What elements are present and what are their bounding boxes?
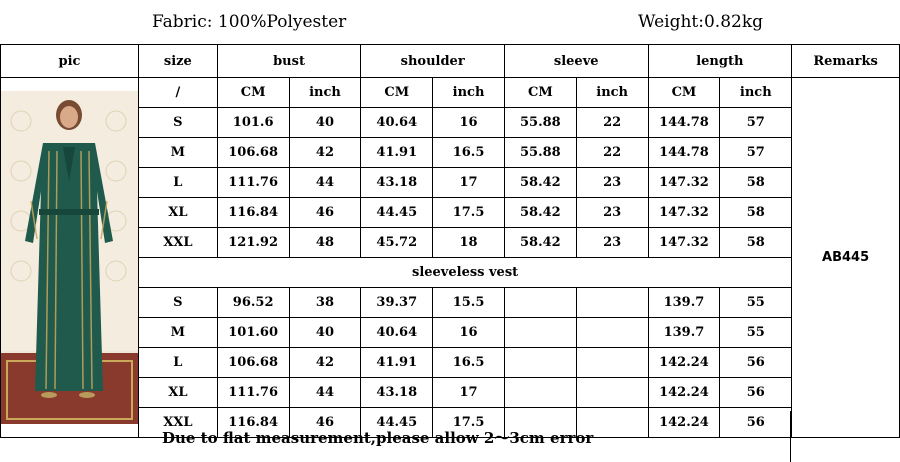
sleeve-cm-cell: 55.88	[504, 138, 576, 168]
unit-cm: CM	[504, 78, 576, 108]
length-cm-cell: 147.32	[648, 168, 720, 198]
shoulder-inch-cell: 16	[433, 318, 505, 348]
fabric-label: Fabric: 100%Polyester	[152, 12, 347, 32]
bust-cm-cell: 101.6	[217, 108, 289, 138]
length-cm-cell: 147.32	[648, 228, 720, 258]
bust-inch-cell: 42	[289, 348, 361, 378]
length-cm-cell: 144.78	[648, 138, 720, 168]
header-bust: bust	[217, 45, 361, 78]
bust-cm-cell: 106.68	[217, 138, 289, 168]
unit-inch: inch	[289, 78, 361, 108]
column-header-row	[1, 45, 900, 78]
sleeve-cm-cell: 58.42	[504, 228, 576, 258]
header-length: length	[648, 45, 792, 78]
length-inch-cell: 56	[720, 348, 792, 378]
length-inch-cell: 57	[720, 108, 792, 138]
length-inch-cell: 55	[720, 318, 792, 348]
length-inch-cell: 58	[720, 168, 792, 198]
sleeve-cm-cell: 58.42	[504, 168, 576, 198]
sleeve-inch-cell: 23	[576, 228, 648, 258]
weight-label: Weight:0.82kg	[638, 12, 764, 32]
sleeve-inch-cell: 22	[576, 108, 648, 138]
size-cell: XL	[139, 378, 218, 408]
shoulder-inch-cell: 17	[433, 168, 505, 198]
shoulder-cm-cell: 41.91	[361, 348, 433, 378]
unit-size: /	[139, 78, 218, 108]
unit-inch: inch	[576, 78, 648, 108]
shoulder-cm-cell: 40.64	[361, 318, 433, 348]
shoulder-cm-cell: 40.64	[361, 108, 433, 138]
size-cell: XL	[139, 198, 218, 228]
length-inch-cell: 58	[720, 198, 792, 228]
size-chart-table	[0, 44, 900, 438]
size-cell: XXL	[139, 228, 218, 258]
unit-inch: inch	[433, 78, 505, 108]
sleeve-cm-cell	[504, 378, 576, 408]
sleeve-cm-cell: 58.42	[504, 198, 576, 228]
length-cm-cell: 142.24	[648, 408, 720, 438]
header-shoulder: shoulder	[361, 45, 505, 78]
length-cm-cell: 139.7	[648, 288, 720, 318]
length-cm-cell: 142.24	[648, 378, 720, 408]
product-photo	[1, 78, 139, 438]
header-bar	[0, 0, 900, 45]
sleeve-inch-cell	[576, 378, 648, 408]
length-cm-cell: 147.32	[648, 198, 720, 228]
shoulder-cm-cell: 44.45	[361, 198, 433, 228]
size-cell: S	[139, 288, 218, 318]
shoulder-inch-cell: 16.5	[433, 138, 505, 168]
shoulder-inch-cell: 17	[433, 378, 505, 408]
bust-cm-cell: 116.84	[217, 408, 289, 438]
length-inch-cell: 55	[720, 288, 792, 318]
shoulder-inch-cell: 15.5	[433, 288, 505, 318]
bust-inch-cell: 46	[289, 408, 361, 438]
size-cell: S	[139, 108, 218, 138]
shoulder-cm-cell: 43.18	[361, 168, 433, 198]
shoulder-inch-cell: 17.5	[433, 408, 505, 438]
length-cm-cell: 142.24	[648, 348, 720, 378]
header-sleeve: sleeve	[504, 45, 648, 78]
footer-divider	[790, 411, 791, 462]
sleeve-cm-cell	[504, 288, 576, 318]
abaya-model-image	[1, 91, 138, 424]
length-cm-cell: 139.7	[648, 318, 720, 348]
length-cm-cell: 144.78	[648, 108, 720, 138]
shoulder-inch-cell: 18	[433, 228, 505, 258]
remarks-value: AB445	[792, 78, 900, 438]
bust-inch-cell: 38	[289, 288, 361, 318]
bust-cm-cell: 116.84	[217, 198, 289, 228]
sleeve-inch-cell: 23	[576, 198, 648, 228]
bust-inch-cell: 40	[289, 108, 361, 138]
shoulder-inch-cell: 16	[433, 108, 505, 138]
sleeve-inch-cell	[576, 348, 648, 378]
size-cell: L	[139, 348, 218, 378]
header-remarks: Remarks	[792, 45, 900, 78]
length-inch-cell: 58	[720, 228, 792, 258]
bust-inch-cell: 44	[289, 168, 361, 198]
sleeve-inch-cell: 22	[576, 138, 648, 168]
bust-cm-cell: 121.92	[217, 228, 289, 258]
bust-cm-cell: 111.76	[217, 378, 289, 408]
unit-row	[1, 78, 900, 108]
bust-inch-cell: 42	[289, 138, 361, 168]
sleeve-cm-cell	[504, 318, 576, 348]
size-cell: M	[139, 138, 218, 168]
unit-cm: CM	[361, 78, 433, 108]
sleeve-cm-cell	[504, 348, 576, 378]
sleeve-inch-cell	[576, 288, 648, 318]
sleeve-cm-cell: 55.88	[504, 108, 576, 138]
shoulder-inch-cell: 16.5	[433, 348, 505, 378]
footer-note: Due to flat measurement,please allow 2～3cm error	[162, 429, 594, 447]
bust-cm-cell: 96.52	[217, 288, 289, 318]
header-pic: pic	[1, 45, 139, 78]
length-inch-cell: 57	[720, 138, 792, 168]
shoulder-cm-cell: 39.37	[361, 288, 433, 318]
length-inch-cell: 56	[720, 408, 792, 438]
shoulder-cm-cell: 41.91	[361, 138, 433, 168]
bust-inch-cell: 48	[289, 228, 361, 258]
shoulder-cm-cell: 43.18	[361, 378, 433, 408]
length-inch-cell: 56	[720, 378, 792, 408]
shoulder-inch-cell: 17.5	[433, 198, 505, 228]
bust-inch-cell: 40	[289, 318, 361, 348]
sleeve-inch-cell	[576, 318, 648, 348]
vest-section-title: sleeveless vest	[139, 258, 792, 288]
unit-cm: CM	[648, 78, 720, 108]
size-cell: XXL	[139, 408, 218, 438]
size-cell: L	[139, 168, 218, 198]
shoulder-cm-cell: 45.72	[361, 228, 433, 258]
size-cell: M	[139, 318, 218, 348]
bust-inch-cell: 44	[289, 378, 361, 408]
header-size: size	[139, 45, 218, 78]
shoulder-cm-cell: 44.45	[361, 408, 433, 438]
bust-cm-cell: 111.76	[217, 168, 289, 198]
unit-cm: CM	[217, 78, 289, 108]
unit-inch: inch	[720, 78, 792, 108]
sleeve-inch-cell: 23	[576, 168, 648, 198]
bust-cm-cell: 106.68	[217, 348, 289, 378]
bust-cm-cell: 101.60	[217, 318, 289, 348]
bust-inch-cell: 46	[289, 198, 361, 228]
